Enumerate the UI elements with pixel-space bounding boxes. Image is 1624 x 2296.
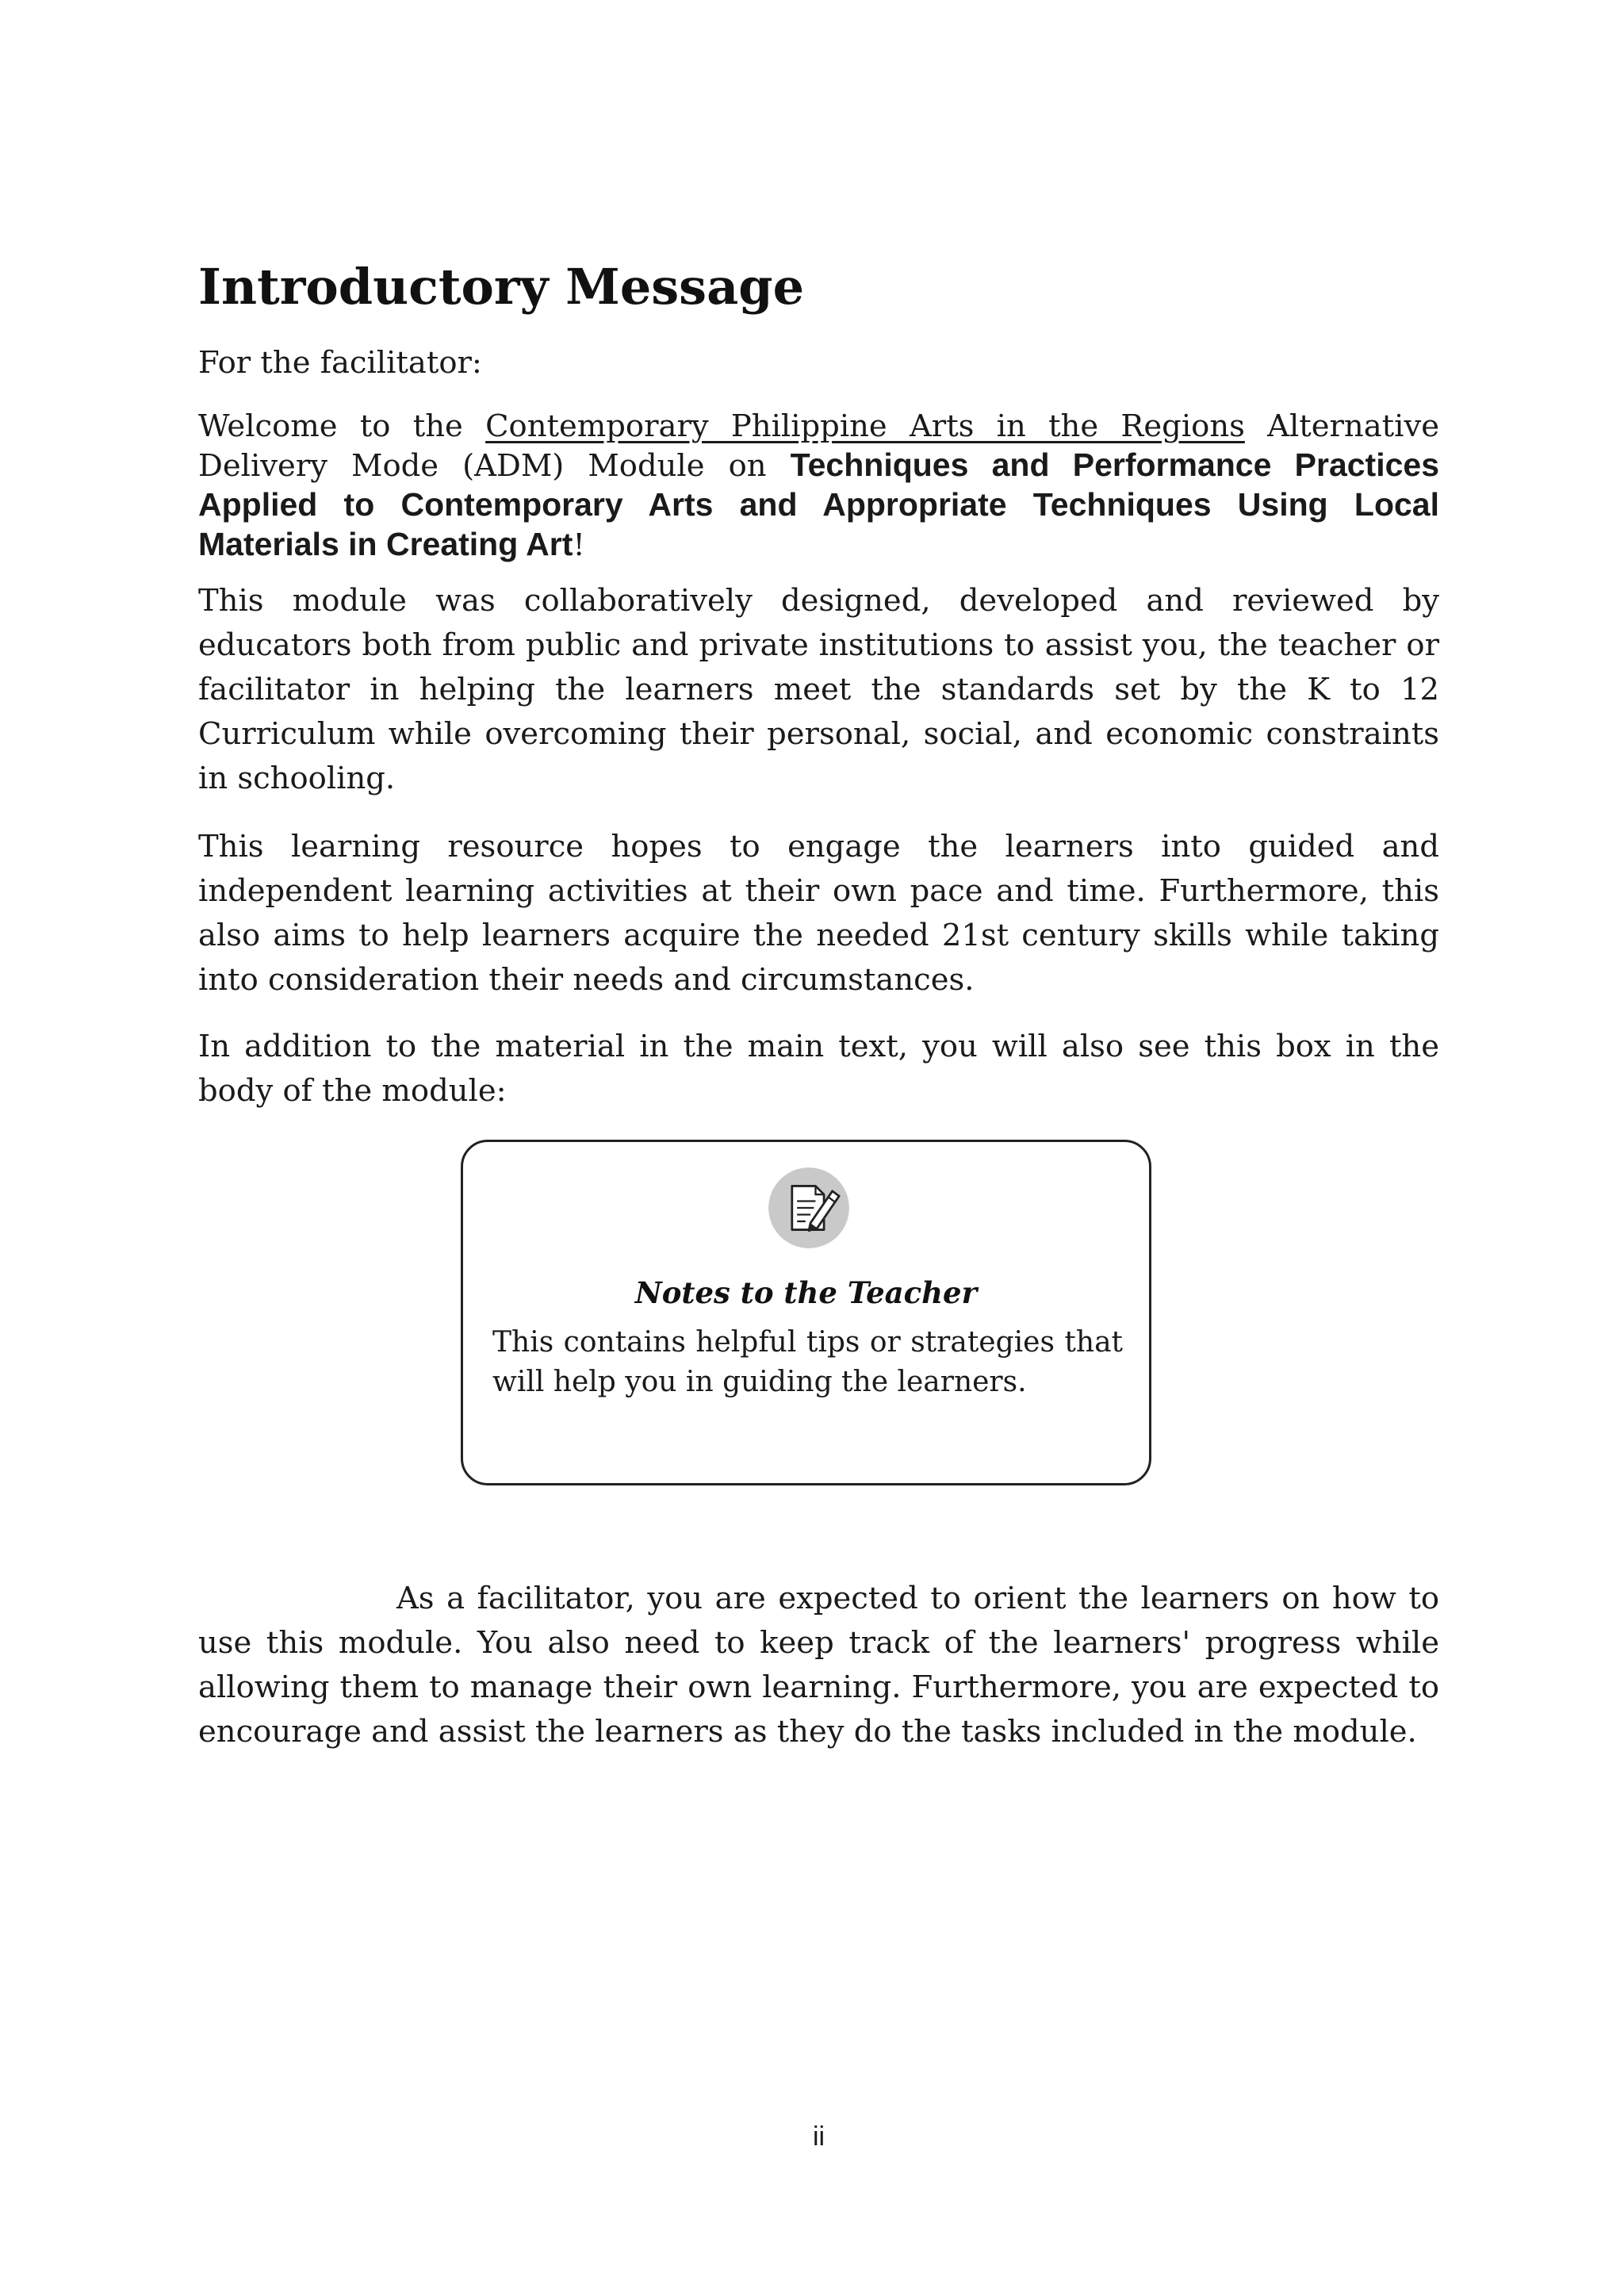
page-number: ii [812, 2122, 825, 2152]
closing-paragraph: As a facilitator, you are expected to orient the learners on how to use this module. You also need to keep track of the learners' progress while allowing them to manage their own learning. Furthermore, you are expected to encourage and assist the learners as they do the tasks included in the module. [198, 1581, 1439, 1750]
notes-description: This contains helpful tips or strategies that will help you in guiding the learners. [492, 1326, 1123, 1398]
welcome-middle-text: Alternative Delivery Mode (ADM) Module on [198, 408, 1439, 484]
document-page [198, 0, 1439, 2296]
page-title: Introductory Message [198, 258, 805, 316]
notes-title: Notes to the Teacher [634, 1275, 978, 1310]
body-paragraph-box-intro: In addition to the material in the main text, you will also see this box in the body of the module: [198, 1029, 1439, 1109]
facilitator-label: For the facilitator: [198, 345, 482, 381]
welcome-intro-text: Welcome to the [198, 408, 486, 444]
welcome-paragraph [198, 408, 1439, 565]
body-paragraph-design: This module was collaboratively designed, developed and reviewed by educators both from public and private institutions to assist you, the teacher or facilitator in helping the learners meet the standards set by the K to 12 Curriculum while overcoming their personal, social, and economic constraints in schooling. [198, 583, 1439, 796]
course-title: Contemporary Philippine Arts in the Regions [485, 408, 1245, 444]
notepad-pencil-icon [767, 1166, 851, 1250]
notes-to-teacher-box [461, 1140, 1151, 1485]
body-paragraph-resource: This learning resource hopes to engage the learners into guided and independent learning activities at their own pace and time. Furthermore, this also aims to help learners acquire the needed 21st century skills while taking into consideration their needs and circumstances. [198, 829, 1439, 998]
welcome-end-text: ! [573, 527, 585, 563]
module-title: Techniques and Performance Practices Applied to Contemporary Arts and Appropriate Techniques Using Local Materials in Creating Art [198, 447, 1439, 562]
